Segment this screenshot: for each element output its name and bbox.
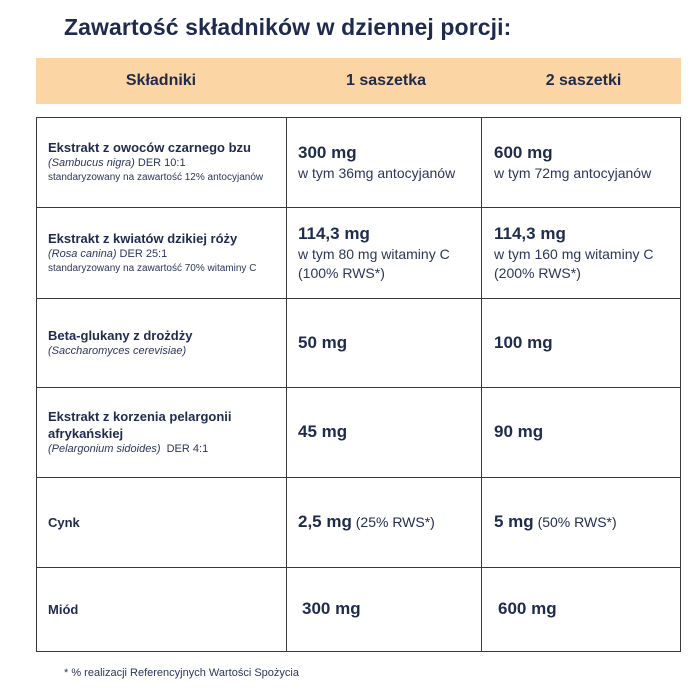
amount: 90 mg bbox=[494, 422, 544, 441]
amount: 100 mg bbox=[494, 332, 553, 352]
table-row-ingredient bbox=[48, 117, 280, 207]
column-divider bbox=[286, 117, 287, 652]
one-sachet-value bbox=[298, 117, 488, 207]
amount-detail: w tym 72mg antocyjanów bbox=[494, 164, 652, 181]
ingredient-name: Ekstrakt z korzenia pelargonii bbox=[48, 408, 232, 424]
amount: 300 mg bbox=[302, 599, 361, 618]
ingredient-standardization: standaryzowany na zawartość 12% antocyjanów bbox=[48, 172, 264, 183]
amount-rws: (25% RWS*) bbox=[351, 514, 435, 530]
one-sachet-value bbox=[298, 387, 488, 477]
amount: 5 mg (50% RWS*) bbox=[494, 512, 617, 531]
table-row-ingredient bbox=[48, 298, 280, 387]
amount: 300 mg bbox=[298, 142, 357, 162]
ingredient-name: Cynk bbox=[48, 514, 80, 530]
header-ingredients: Składniki bbox=[125, 72, 197, 89]
ingredient-name: Ekstrakt z owoców czarnego bzu bbox=[48, 140, 251, 155]
header-two-sachets: 2 saszetki bbox=[545, 72, 622, 89]
ingredient-latin: (Saccharomyces cerevisiae) bbox=[48, 344, 187, 357]
amount-detail: w tym 160 mg witaminy C bbox=[494, 245, 654, 262]
two-sachets-value bbox=[494, 387, 679, 477]
ingredient-name: Miód bbox=[48, 601, 79, 617]
table-row-ingredient bbox=[48, 207, 280, 298]
amount: 114,3 mg bbox=[298, 223, 370, 243]
ingredient-name: Ekstrakt z kwiatów dzikiej róży bbox=[48, 230, 238, 246]
amount-detail: w tym 80 mg witaminy C bbox=[298, 245, 450, 262]
amount-rws: (50% RWS*) bbox=[533, 514, 617, 530]
one-sachet-value bbox=[298, 207, 488, 298]
table-border bbox=[36, 117, 37, 652]
two-sachets-value bbox=[498, 567, 683, 651]
table-border bbox=[36, 651, 681, 652]
amount: 600 mg bbox=[498, 599, 557, 618]
amount: 600 mg bbox=[494, 142, 553, 162]
ingredients-table bbox=[36, 117, 681, 652]
table-header bbox=[36, 58, 681, 104]
amount: 50 mg bbox=[298, 332, 348, 352]
ingredient-latin: (Sambucus nigra) DER 10:1 bbox=[48, 157, 186, 169]
one-sachet-value bbox=[298, 298, 488, 387]
amount: 114,3 mg bbox=[494, 223, 566, 243]
amount: 45 mg bbox=[298, 422, 348, 441]
amount-rws: (100% RWS*) bbox=[298, 264, 385, 281]
one-sachet-value bbox=[302, 567, 492, 651]
two-sachets-value bbox=[494, 117, 679, 207]
table-row-ingredient bbox=[48, 567, 280, 651]
amount-rws: (200% RWS*) bbox=[494, 264, 581, 281]
amount: 2,5 mg (25% RWS*) bbox=[298, 512, 435, 531]
two-sachets-value bbox=[494, 298, 679, 387]
footnote: * % realizacji Referencyjnych Wartości Spożycia bbox=[64, 667, 299, 679]
one-sachet-value bbox=[298, 477, 488, 567]
header-one-sachet: 1 saszetka bbox=[345, 72, 427, 89]
table-row-ingredient bbox=[48, 477, 280, 567]
table-row-ingredient bbox=[48, 387, 280, 477]
ingredient-standardization: standaryzowany na zawartość 70% witaminy C bbox=[48, 262, 257, 274]
amount-detail: w tym 36mg antocyjanów bbox=[298, 164, 456, 181]
ingredient-name-cont: afrykańskiej bbox=[48, 425, 124, 441]
page-title: Zawartość składników w dziennej porcji: bbox=[64, 14, 512, 40]
two-sachets-value bbox=[494, 207, 679, 298]
ingredient-name: Beta-glukany z drożdży bbox=[48, 327, 193, 343]
two-sachets-value bbox=[494, 477, 679, 567]
ingredient-latin: (Pelargonium sidoides) DER 4:1 bbox=[48, 442, 209, 455]
ingredient-latin: (Rosa canina) DER 25:1 bbox=[48, 247, 168, 260]
